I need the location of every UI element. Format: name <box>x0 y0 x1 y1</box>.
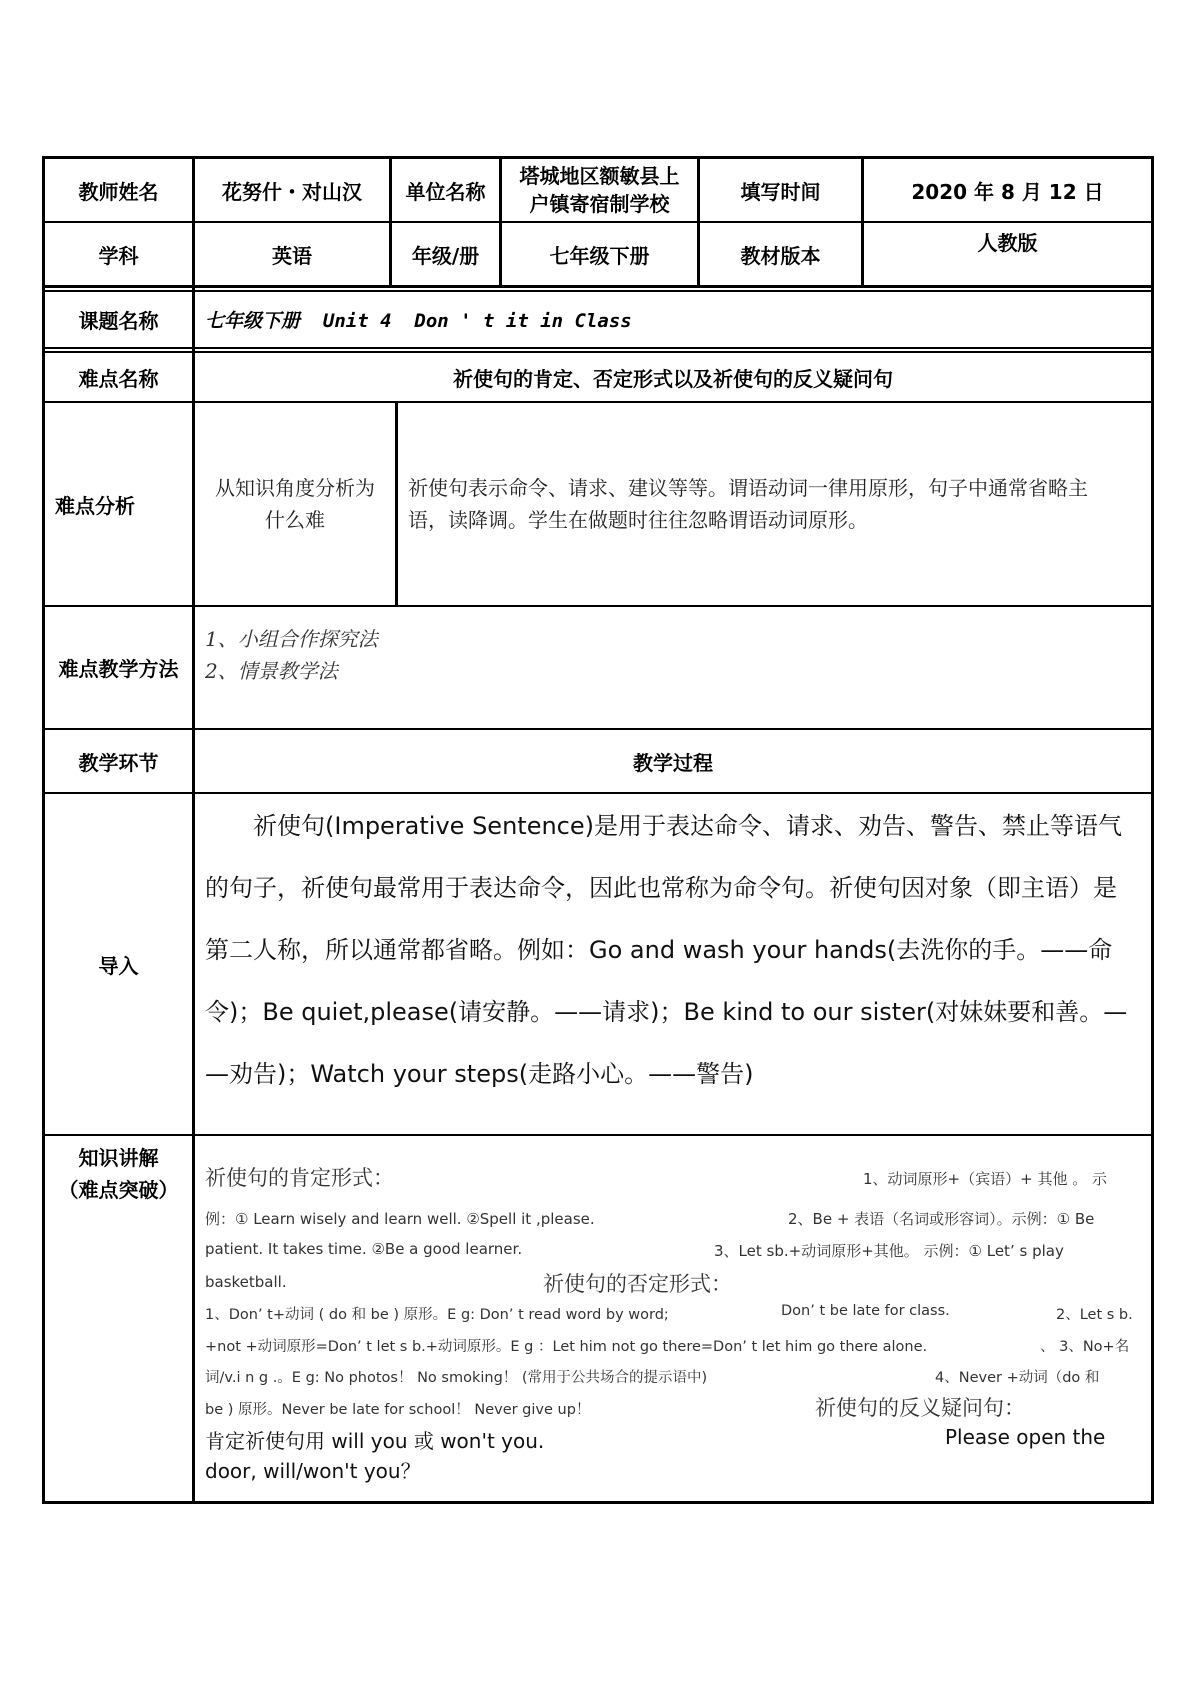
tag-question-rule: 肯定祈使句用 will you 或 won't you. <box>205 1429 545 1453</box>
subject-label: 学科 <box>98 243 139 268</box>
analysis-text <box>400 403 1148 605</box>
teacher-label: 教师姓名 <box>78 179 159 204</box>
method-item: 2、情景教学法 <box>205 659 338 683</box>
negative-rule-3: 词/v.i n g .。E g: No photos！ No smoking！ (常用于公共场合的提示语中) <box>205 1370 708 1386</box>
column-divider <box>395 401 398 607</box>
positive-rule-3: 3、Let sb.+动词原形+其他。 示例：① Let’ s play <box>714 1242 1064 1260</box>
positive-example-line: patient. It takes time. ②Be a good learner. <box>205 1240 523 1258</box>
tag-question-example: Please open the <box>945 1425 1106 1449</box>
positive-form-title: 祈使句的肯定形式： <box>205 1166 394 1190</box>
positive-example-line: 例：① Learn wisely and learn well. ②Spell it ,please. <box>205 1210 595 1228</box>
tag-question-example-end: door, will/won't you？ <box>205 1459 421 1483</box>
analysis-text-line2: 语，读降调。学生在做题时往往忽略谓语动词原形。 <box>408 508 868 532</box>
topic-label: 课题名称 <box>78 309 159 333</box>
method-item: 1、小组合作探究法 <box>205 627 378 651</box>
difficulty-label: 难点名称 <box>78 366 159 391</box>
intro-line: 祈使句(Imperative Sentence)是用于表达命令、请求、劝告、警告、禁止等语气 <box>253 812 1122 840</box>
knowledge-label-line2: （难点突破） <box>58 1178 179 1202</box>
analysis-text-line1: 祈使句表示命令、请求、建议等等。谓语动词一律用原形，句子中通常省略主 <box>408 476 1088 500</box>
intro-line: 的句子，祈使句最常用于表达命令，因此也常称为命令句。祈使句因对象（即主语）是 <box>205 874 1117 902</box>
intro-line: —劝告)；Watch your steps(走路小心。——警告) <box>205 1060 754 1088</box>
intro-line: 令)；Be quiet,please(请安静。——请求)；Be kind to our sister(对妹妹要和善。— <box>205 998 1128 1026</box>
negative-rule-4-start: 4、Never +动词（do 和 <box>935 1370 1100 1386</box>
analysis-sub-label-line1: 从知识角度分析为 <box>215 476 375 500</box>
knowledge-label <box>45 1142 192 1206</box>
analysis-label: 难点分析 <box>55 493 135 518</box>
difficulty-value: 祈使句的肯定、否定形式以及祈使句的反义疑问句 <box>453 366 893 391</box>
row-divider <box>42 285 1154 288</box>
table-border-right <box>1151 156 1154 1504</box>
analysis-sub-label <box>195 403 395 605</box>
unit-label: 单位名称 <box>405 179 486 204</box>
date-value: 2020 年 8 月 12 日 <box>911 179 1104 204</box>
negative-rule-4: be ) 原形。Never be late for school！ Never give up！ <box>205 1402 591 1418</box>
topic-value: 七年级下册 Unit 4 Don ' t it in Class <box>205 310 632 332</box>
tag-question-title: 祈使句的反义疑问句： <box>815 1396 1025 1420</box>
row-divider <box>42 1134 1154 1136</box>
unit-name-line1: 塔城地区额敏县上 <box>519 164 680 188</box>
methods-list <box>205 623 1105 687</box>
date-label: 填写时间 <box>740 179 821 204</box>
positive-rule-2: 2、Be + 表语（名词或形容词）。示例：① Be <box>788 1210 1095 1228</box>
intro-line: 第二人称，所以通常都省略。例如：Go and wash your hands(去洗你的手。——命 <box>205 936 1113 964</box>
grade-label: 年级/册 <box>411 243 480 268</box>
subject-value: 英语 <box>272 243 312 268</box>
table-border-bottom <box>42 1501 1154 1504</box>
analysis-sub-label-line2: 什么难 <box>265 508 325 532</box>
negative-rule-2: +not +动词原形=Don’ t let s b.+动词原形。E g ：Let him not go there=Don’ t let him go there alone. <box>205 1339 928 1355</box>
unit-name-line2: 户镇寄宿制学校 <box>529 192 670 216</box>
process-stage-label: 教学环节 <box>78 750 159 775</box>
negative-rule-1: 1、Don’ t+动词 ( do 和 be ) 原形。E g: Don’ t read word by word; <box>205 1307 669 1323</box>
unit-name <box>502 159 697 221</box>
row-divider <box>42 605 1154 607</box>
negative-rule-1-example: Don’ t be late for class. <box>781 1303 950 1319</box>
negative-rule-2-start: 2、Let s b. <box>1056 1307 1133 1323</box>
positive-example-line: basketball. <box>205 1273 287 1291</box>
edition-label: 教材版本 <box>740 243 821 268</box>
negative-form-title: 祈使句的否定形式： <box>543 1272 732 1296</box>
edition-value: 人教版 <box>977 230 1038 255</box>
negative-rule-3-start: 、 3、No+名 <box>1040 1339 1130 1355</box>
row-divider <box>42 792 1154 794</box>
positive-rule-1: 1、动词原形+（宾语）+ 其他 。 示 <box>863 1170 1107 1188</box>
grade-value: 七年级下册 <box>549 243 650 268</box>
methods-label: 难点教学方法 <box>58 657 179 681</box>
intro-text <box>205 795 1150 1105</box>
knowledge-label-line1: 知识讲解 <box>78 1146 159 1170</box>
row-divider <box>42 347 1154 349</box>
process-label: 教学过程 <box>633 750 713 775</box>
intro-label: 导入 <box>98 953 139 978</box>
teacher-name: 花努什・对山汉 <box>222 179 362 204</box>
